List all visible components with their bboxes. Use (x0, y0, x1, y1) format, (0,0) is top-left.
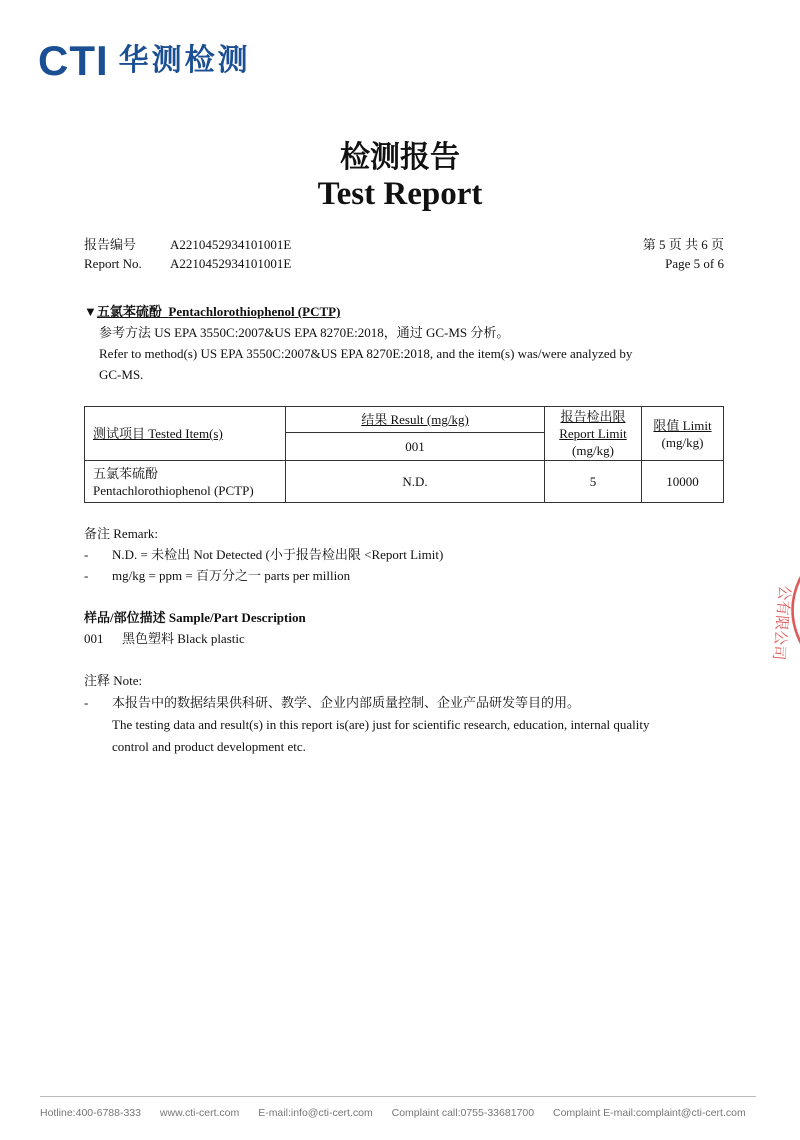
remark-line2: mg/kg = ppm = 百万分之一 parts per million (112, 568, 351, 583)
sample-desc: 黑色塑料 Black plastic (122, 631, 245, 646)
remark-title: 备注 Remark: (84, 526, 159, 541)
footer-hotline: Hotline:400-6788-333 (40, 1107, 141, 1119)
row-limit: 10000 (642, 461, 724, 503)
header-result: 结果 Result (mg/kg) (286, 407, 545, 433)
note-title: 注释 Note: (84, 673, 143, 688)
logo-chinese-name: 华测检测 (118, 43, 251, 78)
footer-website: www.cti-cert.com (159, 1107, 240, 1119)
remark-dash-1: - (84, 547, 89, 562)
header-limit: 限值 Limit (mg/kg) (642, 407, 724, 461)
company-seal-stamp (760, 545, 800, 675)
note-block (84, 670, 734, 758)
report-no-label-en: Report No. (84, 256, 142, 271)
report-no-value-cn: A2210452934101001E (170, 237, 292, 252)
note-dash: - (84, 695, 89, 710)
footer-complaint-call: Complaint call:0755-33681700 (391, 1107, 535, 1119)
table-header-row-1 (85, 407, 724, 433)
results-table (84, 406, 724, 503)
remark-block (84, 523, 443, 586)
row-report-limit: 5 (545, 461, 642, 503)
note-en-line1: The testing data and result(s) in this report is(are) just for scientific research, education, internal quality (112, 717, 650, 732)
section-heading (84, 301, 734, 322)
footer-divider (40, 1096, 756, 1097)
logo-brand: CTI (38, 37, 109, 84)
sample-id: 001 (84, 631, 104, 646)
remark-line1: N.D. = 未检出 Not Detected (小于报告检出限 <Report Limit) (112, 547, 444, 562)
remark-dash-2: - (84, 568, 89, 583)
footer (40, 1107, 760, 1119)
report-title-en: Test Report (317, 176, 483, 212)
header-report-limit: 报告检出限 Report Limit (mg/kg) (545, 407, 642, 461)
page-number-cn: 第 5 页 共 6 页 (642, 237, 724, 252)
report-no-label-cn: 报告编号 (84, 237, 137, 252)
stamp-text: 公有限公司 (769, 584, 794, 661)
test-section (84, 301, 734, 385)
triangle-down-icon: ▼ (84, 304, 97, 319)
footer-complaint-email: Complaint E-mail:complaint@cti-cert.com (552, 1107, 746, 1119)
method-en-line2: GC-MS. (99, 367, 144, 382)
sample-description-block (84, 607, 306, 649)
row-result: N.D. (286, 461, 545, 503)
company-logo (38, 37, 251, 84)
note-cn: 本报告中的数据结果供科研、教学、企业内部质量控制、企业产品研发等目的用。 (112, 695, 581, 710)
report-no-value-en: A2210452934101001E (170, 256, 292, 271)
footer-email: E-mail:info@cti-cert.com (258, 1107, 373, 1119)
note-en-line2: control and product development etc. (112, 739, 306, 754)
report-number-block (84, 235, 291, 273)
method-en-line1: Refer to method(s) US EPA 3550C:2007&US EPA 8270E:2018, and the item(s) was/were analyzed by (99, 346, 633, 361)
table-row (85, 461, 724, 503)
page-number-block (643, 235, 724, 273)
section-heading-en: Pentachlorothiophenol (PCTP) (168, 304, 341, 319)
row-item: 五氯苯硫酚 Pentachlorothiophenol (PCTP) (85, 461, 286, 503)
header-tested-item: 测试项目 Tested Item(s) (85, 407, 286, 461)
sample-title: 样品/部位描述 Sample/Part Description (84, 610, 306, 625)
method-cn: 参考方法 US EPA 3550C:2007&US EPA 8270E:2018，通过 GC-MS 分析。 (99, 325, 510, 340)
report-title-cn: 检测报告 (340, 141, 460, 174)
page-number-en: Page 5 of 6 (665, 256, 724, 271)
header-sample-001: 001 (286, 432, 545, 460)
section-heading-cn: 五氯苯硫酚 (96, 304, 162, 319)
